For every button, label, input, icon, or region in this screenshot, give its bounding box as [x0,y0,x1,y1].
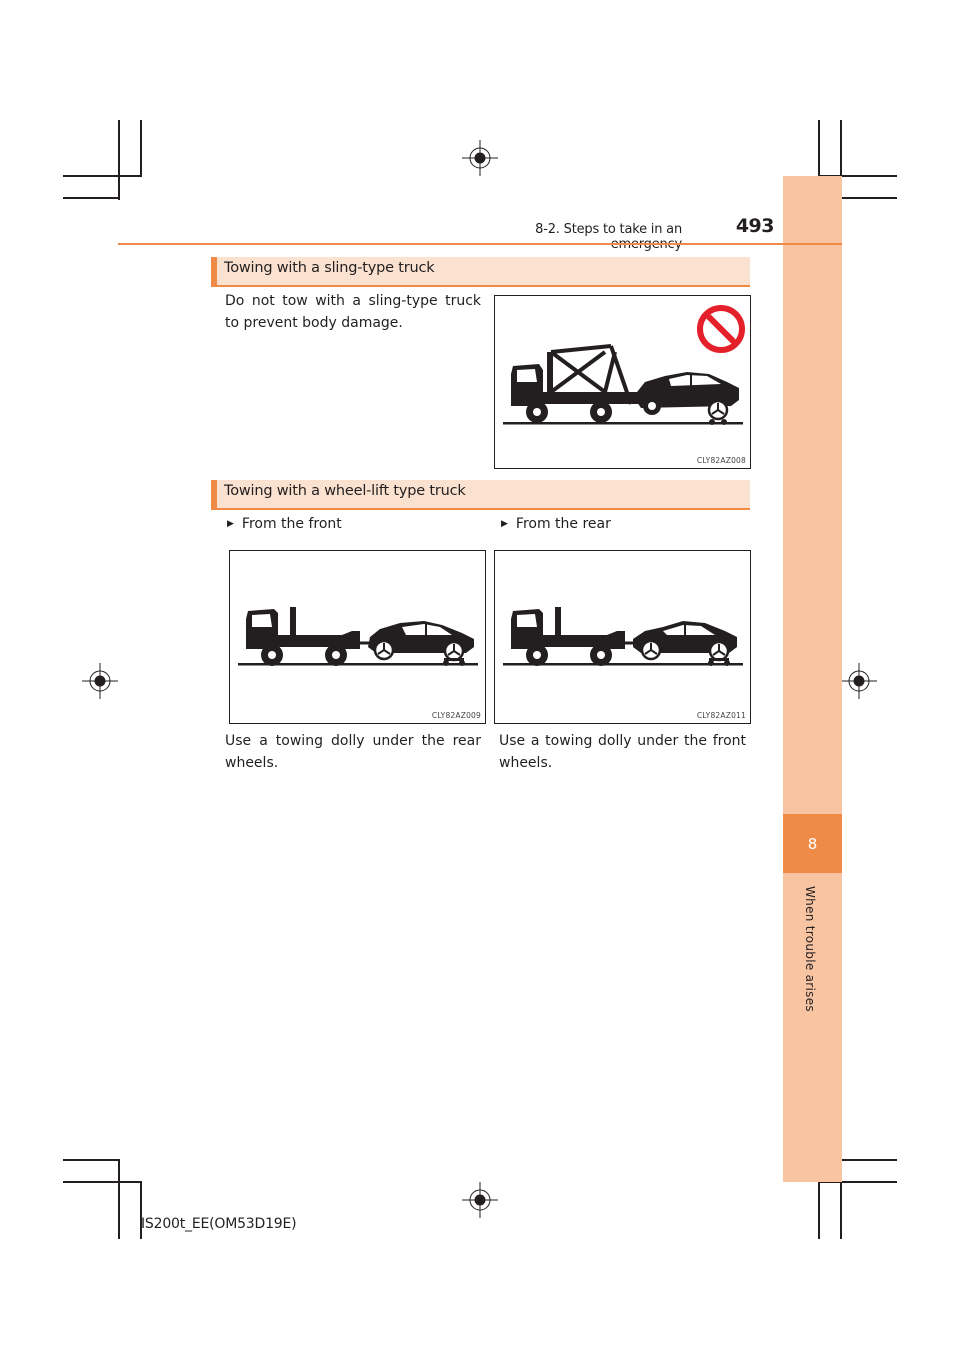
rear-caption: Use a towing dolly under the front wheels. [499,733,746,771]
header-rule [118,243,842,245]
registration-mark-icon [462,140,498,176]
subheading-text: From the rear [515,516,611,532]
chapter-number-badge: 8 [783,814,842,873]
sling-truck-figure [494,295,751,469]
registration-mark-icon [82,663,118,699]
sling-warning-text: Do not tow with a sling-type truck to prevent body damage. [225,293,481,331]
section-title: Towing with a wheel-lift type truck [224,483,466,499]
document-code: IS200t_EE(OM53D19E) [141,1216,297,1232]
crop-mark [63,175,142,177]
front-caption: Use a towing dolly under the rear wheels. [225,733,481,771]
triangle-bullet-icon: ▶ [227,519,234,529]
figure-code: CLY82AZ008 [696,456,746,465]
crop-mark [818,120,820,176]
crop-mark [63,1181,142,1183]
crop-mark [840,197,897,199]
wheel-lift-front-figure [229,550,486,724]
registration-mark-icon [841,663,877,699]
section-accent-bar [211,480,217,508]
page-number: 493 [735,215,774,237]
crop-mark [840,1159,897,1161]
prohibited-icon [700,308,742,350]
wheel-lift-rear-figure [494,550,751,724]
registration-mark-icon [462,1182,498,1218]
crop-mark [118,1159,120,1239]
triangle-bullet-icon: ▶ [501,519,508,529]
crop-mark [140,120,142,176]
chapter-side-tab [783,176,842,1182]
subheading-text: From the front [241,516,342,532]
crop-mark [118,120,120,200]
chapter-title: When trouble arises [803,886,817,1012]
section-title: Towing with a sling-type truck [224,260,435,276]
section-heading-wheel-lift [211,480,750,510]
section-heading-sling [211,257,750,287]
running-header-section: 8-2. Steps to take in an [535,222,682,237]
figure-code: CLY82AZ009 [431,711,481,720]
crop-mark [63,197,120,199]
figure-code: CLY82AZ011 [696,711,746,720]
section-accent-bar [211,257,217,285]
subheading-from-front [227,516,342,532]
subheading-from-rear [501,516,611,532]
crop-mark [818,1182,820,1239]
crop-mark [63,1159,120,1161]
